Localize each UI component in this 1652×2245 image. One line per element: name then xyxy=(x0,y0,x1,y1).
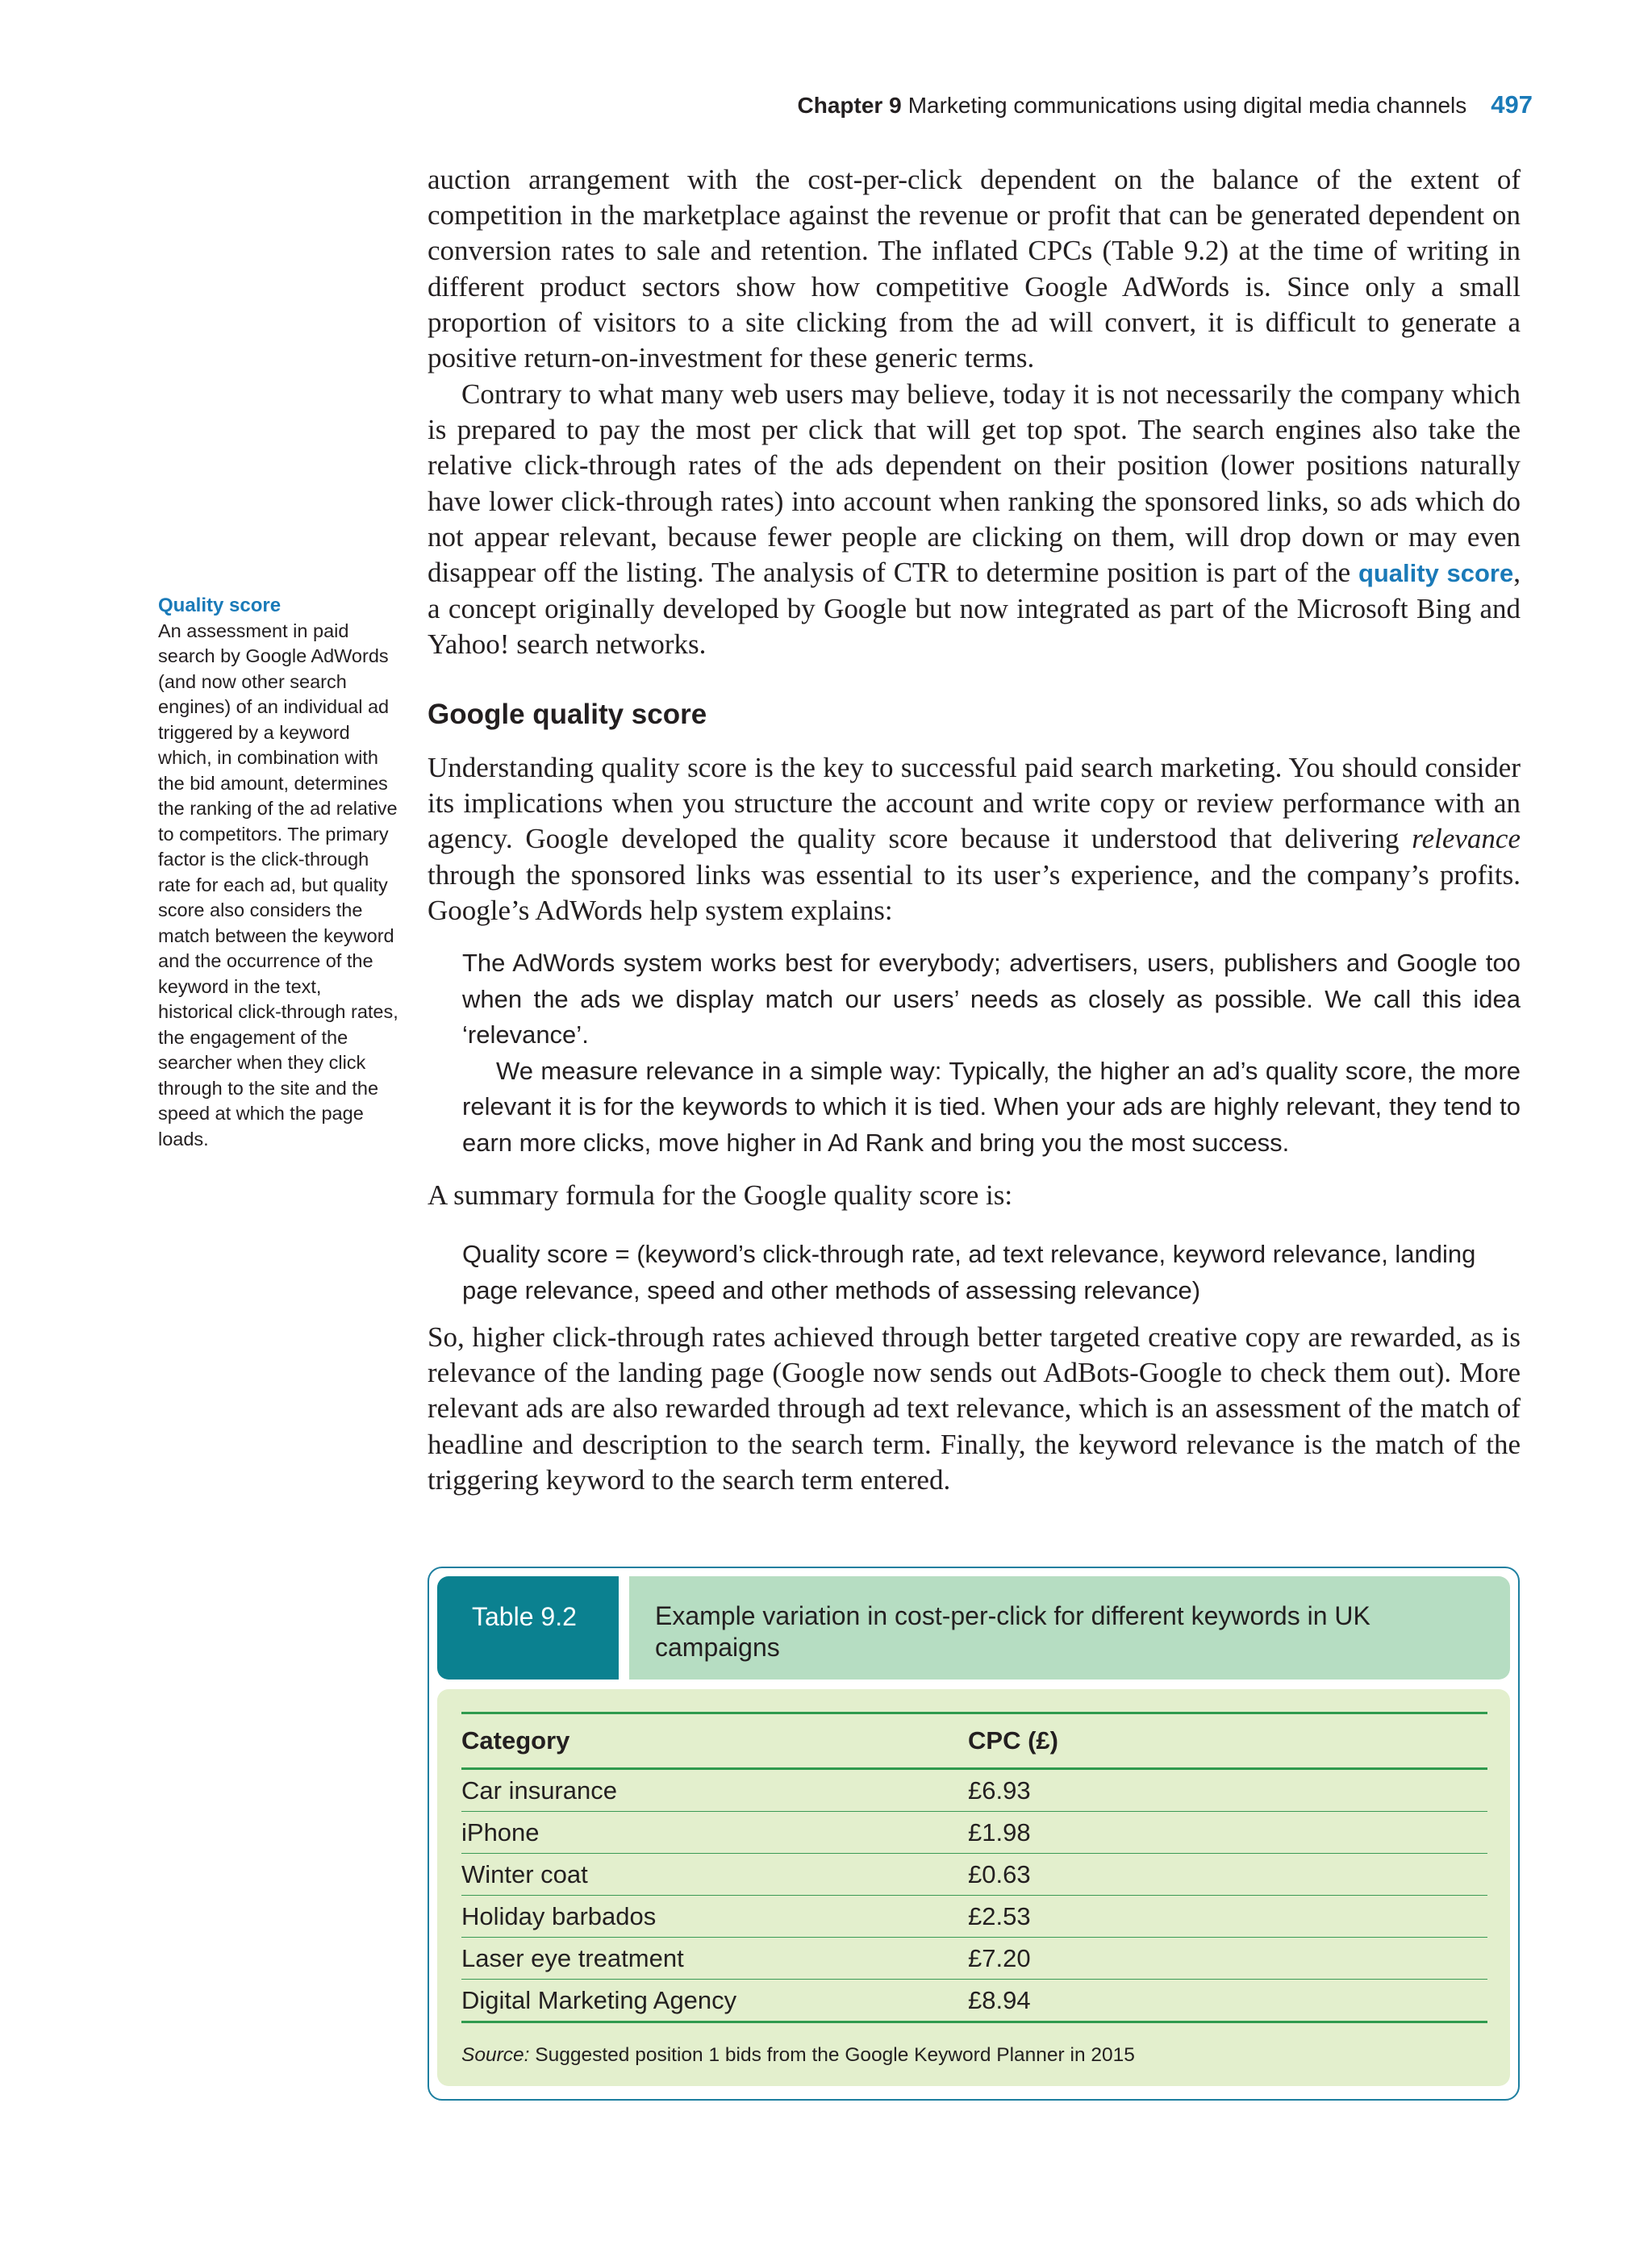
quote-paragraph: The AdWords system works best for everybody; advertisers, users, publishers and Google too when the ads we display match our users’ needs as closely as possible. We call this idea ‘relevance’. xyxy=(462,949,1521,1049)
margin-term: Quality score xyxy=(158,595,282,616)
body-para-5-block xyxy=(428,1320,1521,1498)
table-source-note xyxy=(461,2044,1135,2067)
cpc-table xyxy=(461,1712,1487,2023)
cpc-cell: £7.20 xyxy=(968,1938,1487,1980)
table-caption: Example variation in cost-per-click for different keywords in UK campaigns xyxy=(629,1576,1510,1680)
body-paragraph: So, higher click-through rates achieved through better targeted creative copy are rewarded, as is relevance of the landing page (Google now sends out AdBots-Google to check them out). More relevant ads are also rewarded through ad text relevance, which is an assessment of the match of headline and description to the search term. Finally, the keyword relevance is the match of the triggering keyword to the search term entered. xyxy=(428,1321,1521,1496)
chapter-label: Chapter 9 xyxy=(797,93,902,118)
category-cell: Holiday barbados xyxy=(461,1896,968,1938)
table-row xyxy=(461,1812,1487,1854)
text-run: through the sponsored links was essential to its user’s experience, and the company’s profits. Google’s AdWords help system explains: xyxy=(428,858,1521,926)
column-header-category: Category xyxy=(461,1713,968,1769)
cpc-cell: £1.98 xyxy=(968,1812,1487,1854)
section-heading: Google quality score xyxy=(428,699,707,730)
table-row xyxy=(461,1769,1487,1812)
table-9-2 xyxy=(428,1567,1520,2101)
chapter-title: Marketing communications using digital media channels xyxy=(907,93,1467,118)
category-cell: iPhone xyxy=(461,1812,968,1854)
category-cell: Digital Marketing Agency xyxy=(461,1980,968,2022)
body-paragraph: A summary formula for the Google quality score is: xyxy=(428,1179,1013,1211)
cpc-cell: £6.93 xyxy=(968,1769,1487,1812)
italic-term: relevance xyxy=(1412,823,1521,855)
table-body xyxy=(437,1689,1510,2086)
glossary-keyword-link[interactable]: quality score xyxy=(1358,559,1514,588)
table-row xyxy=(461,1980,1487,2022)
cpc-cell: £8.94 xyxy=(968,1980,1487,2022)
table-label-text: Table 9.2 xyxy=(472,1602,577,1631)
page-number: 497 xyxy=(1491,90,1533,119)
margin-definition xyxy=(158,593,400,1152)
body-paragraph: auction arrangement with the cost-per-click dependent on the balance of the extent of competition in the marketplace against the revenue or profit that can be generated dependent on conversion rates to sale and retention. The inflated CPCs (Table 9.2) at the time of writing in different product sectors show how competitive Google AdWords is. Since only a small proportion of visitors to a site clicking from the ad will convert, it is difficult to generate a positive return-on-investment for these generic terms. xyxy=(428,164,1521,374)
section-heading-block xyxy=(428,699,1521,731)
source-label: Source: xyxy=(461,2044,530,2066)
body-para-3-block xyxy=(428,750,1521,928)
table-header-row xyxy=(461,1713,1487,1769)
table-row xyxy=(461,1938,1487,1980)
quote-paragraph: We measure relevance in a simple way: Typically, the higher an ad’s quality score, the more relevant it is for the keywords to which it is tied. When your ads are highly relevant, they tend to earn more clicks, move higher in Ad Rank and bring you the most success. xyxy=(462,1056,1521,1157)
body-paragraph xyxy=(428,377,1521,663)
cpc-cell: £0.63 xyxy=(968,1854,1487,1896)
body-para-4-block xyxy=(428,1178,1521,1213)
source-text: Suggested position 1 bids from the Google Keyword Planner in 2015 xyxy=(529,2044,1135,2066)
category-cell: Laser eye treatment xyxy=(461,1938,968,1980)
text-run: Understanding quality score is the key to successful paid search marketing. You should consider its implications when you structure the account and write copy or review performance with an agency. Google developed the quality score because it understood that delivering xyxy=(428,752,1521,855)
category-cell: Car insurance xyxy=(461,1769,968,1812)
body-para-1-block xyxy=(428,162,1521,376)
margin-definition-text: An assessment in paid search by Google AdWords (and now other search engines) of an individual ad triggered by a keyword which, in combination with the bid amount, determines the ranking of the ad relative to competitors. The primary factor is the click-through rate for each ad, but quality score also considers the match between the keyword and the occurrence of the keyword in the text, historical click-through rates, the engagement of the searcher when they click through to the site and the speed at which the page loads. xyxy=(158,620,398,1150)
text-run: , a concept originally developed by Google but now integrated as part of the Microsoft Bing and Yahoo! search networks. xyxy=(428,557,1521,661)
body-paragraph xyxy=(428,750,1521,928)
body-para-2-block xyxy=(428,377,1521,663)
running-header xyxy=(798,90,1533,119)
table-row xyxy=(461,1854,1487,1896)
blockquote xyxy=(428,945,1521,1161)
table-row xyxy=(461,1896,1487,1938)
formula-block xyxy=(428,1237,1521,1308)
cpc-cell: £2.53 xyxy=(968,1896,1487,1938)
column-header-cpc: CPC (£) xyxy=(968,1713,1487,1769)
text-run: Contrary to what many web users may believe, today it is not necessarily the company which is prepared to pay the most per click that will get top spot. The search engines also take the relative click-through rates of the ads dependent on their position (lower positions naturally have lower click-through rates) into account when ranking the sponsored links, so ads which do not appear relevant, because fewer people are clicking on them, will drop down or may even disappear off the listing. The analysis of CTR to determine position is part of the xyxy=(428,378,1521,589)
formula-text: Quality score = (keyword’s click-through rate, ad text relevance, keyword relevance, landing page relevance, speed and other methods of assessing relevance) xyxy=(462,1240,1476,1304)
category-cell: Winter coat xyxy=(461,1854,968,1896)
table-label xyxy=(437,1576,619,1680)
